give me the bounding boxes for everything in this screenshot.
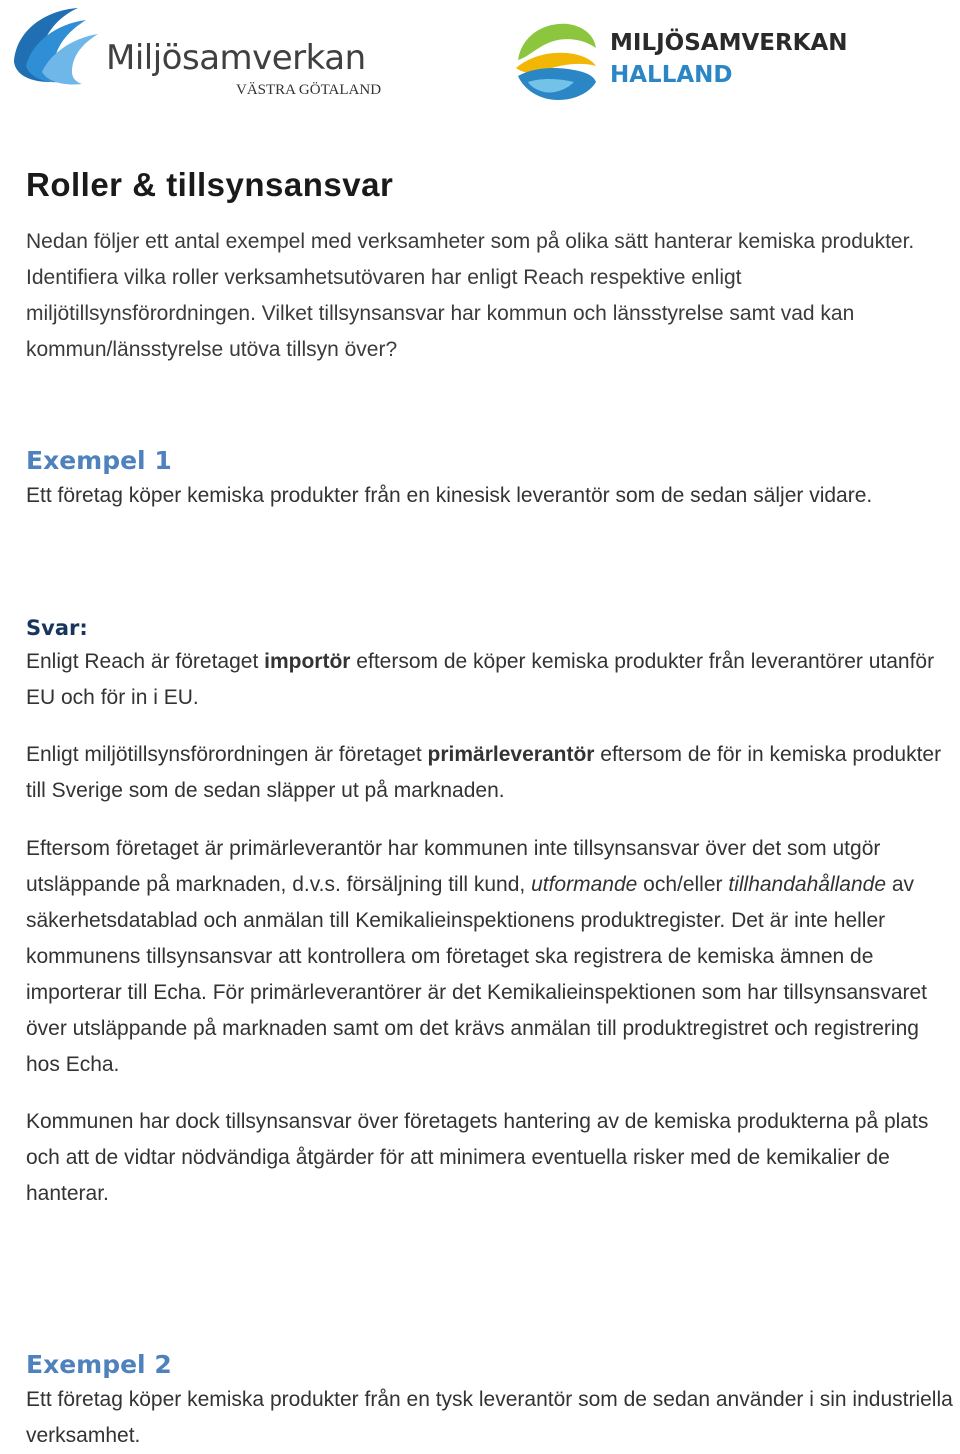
answer-p1-text-a: Enligt Reach är företaget — [26, 650, 265, 673]
answer-p1-text-c: eftersom de köper kemiska produkter från leverantörer utanför EU och för in i EU. — [26, 650, 935, 709]
example-1-text: Ett företag köper kemiska produkter från en kinesisk leverantör som de sedan säljer vidare. — [26, 484, 873, 507]
example-2-text: Ett företag köper kemiska produkter från en tysk leverantör som de sedan använder i sin industriella verksamhet. — [26, 1388, 953, 1447]
answer-label: Svar: — [26, 616, 88, 640]
example-2-heading: Exempel 2 — [26, 1350, 172, 1379]
answer-paragraph-tillsynsansvar — [26, 831, 958, 1083]
example-1-heading: Exempel 1 — [26, 446, 172, 475]
role-importor: importör — [264, 650, 351, 673]
term-utformande: utformande — [531, 873, 638, 896]
answer-p3-text-b: och/eller — [637, 873, 729, 896]
answer-p2-text-a: Enligt miljötillsynsförordningen är företaget — [26, 743, 428, 766]
logo-right-line2: HALLAND — [610, 62, 733, 88]
logo-left-name: Miljösamverkan — [106, 38, 366, 78]
term-tillhandahallande: tillhandahållande — [728, 873, 886, 896]
page-title: Roller & tillsynsansvar — [26, 166, 394, 203]
answer-p3-text-c: av säkerhetsdatablad och anmälan till Kemikalieinspektionens produktregister. Det är inte heller kommunens tillsynsansvar att kontrollera om företaget ska registrera de kemiska ämnen de importerar till Echa. För primärleverantörer är det Kemikalieinspektionen som har tillsynsansvaret över utsläppande på marknaden samt om det krävs anmälan till produktregistret och registrering hos Echa. — [26, 873, 928, 1076]
answer-paragraph-kommunen: Kommunen har dock tillsynsansvar över företagets hantering av de kemiska produkterna på plats och att de vidtar nödvändiga åtgärder för att minimera eventuella risker med de kemikalier de hanterar. — [26, 1110, 929, 1205]
logo-miljosamverkan-halland — [512, 20, 857, 102]
answer-paragraph-miljotillsyn — [26, 737, 958, 809]
answer-paragraph-reach — [26, 644, 958, 716]
intro-paragraph: Nedan följer ett antal exempel med verksamheter som på olika sätt hanterar kemiska produkter. Identifiera vilka roller verksamhetsutövaren har enligt Reach respektive enligt miljötillsynsförordningen. Vilket tillsynsansvar har kommun och länsstyrelse samt vad kan kommun/länsstyrelse utöva tillsyn över? — [26, 230, 915, 361]
halland-emblem-icon — [512, 20, 598, 102]
role-primarleverantor: primärleverantör — [427, 743, 595, 766]
logo-miljosamverkan-vastra-gotaland — [6, 2, 396, 102]
logo-left-region: VÄSTRA GÖTALAND — [236, 82, 382, 98]
logo-right-line1: MILJÖSAMVERKAN — [610, 30, 848, 56]
answer-p3-text-a: Eftersom företaget är primärleverantör har kommunen inte tillsynsansvar över det som utgör utsläppande på marknaden, d.v.s. försäljning till kund, — [26, 837, 881, 896]
answer-p2-text-c: eftersom de för in kemiska produkter till Sverige som de sedan släpper ut på marknaden. — [26, 743, 942, 802]
